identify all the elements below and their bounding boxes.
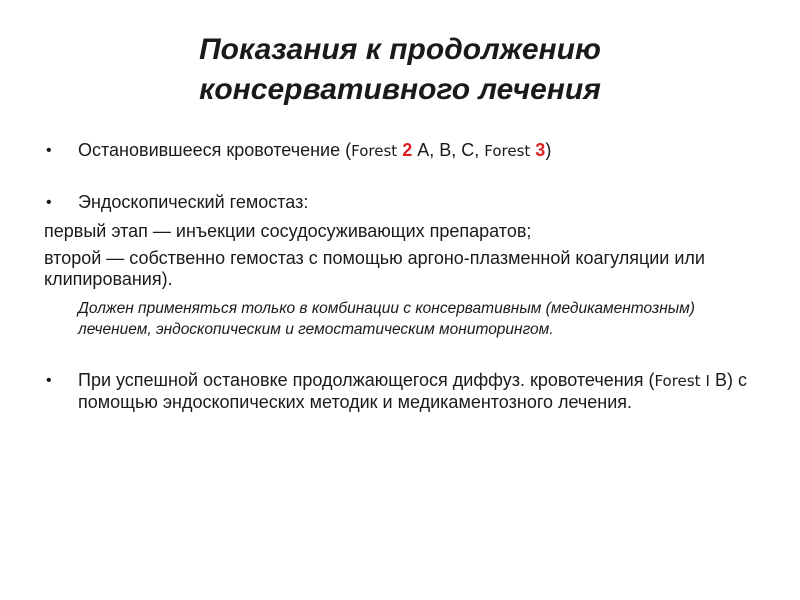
forest-class-roman: I: [705, 372, 710, 390]
slide-content: [44, 140, 764, 413]
bullet-marker: •: [46, 372, 52, 389]
bullet-marker: •: [46, 142, 52, 159]
slide-title-line-1: Показания к продолжению: [199, 33, 601, 66]
forest-label: Forest: [484, 142, 531, 160]
line-second-stage: второй — собственно гемостаз с помощью аргоно-плазменной коагуляции или клипирования).: [44, 248, 705, 289]
bullet-stopped-bleeding: [44, 140, 764, 162]
bullet-endoscopic-hemostasis: [44, 192, 764, 213]
bullet-text-suffix: ): [545, 140, 552, 160]
bullet-marker: •: [46, 194, 52, 211]
bullet-successful-stop: [44, 370, 764, 413]
forest-class-number: 2: [402, 140, 413, 160]
bullet-text-middle: А, В, С,: [412, 140, 485, 160]
bullet-text-suffix: В) с помощью эндоскопических методик и медикаментозного лечения.: [78, 370, 747, 412]
forest-label: Forest: [351, 142, 398, 160]
slide-title: [0, 30, 800, 110]
forest-class-number: 3: [535, 140, 546, 160]
italic-note: Должен применяться только в комбинации с консервативным (медикаментозным) лечением, эндоскопическим и гемостатическим мониторингом.: [78, 300, 695, 338]
bullet-text-prefix: Остановившееся кровотечение (: [78, 140, 352, 160]
forest-label: Forest: [654, 372, 701, 390]
bullet-text-prefix: При успешной остановке продолжающегося диффуз. кровотечения (: [78, 370, 655, 390]
slide-title-line-2: консервативного лечения: [199, 73, 601, 106]
line-first-stage: первый этап — инъекции сосудосуживающих препаратов;: [44, 221, 532, 241]
bullet-text: Эндоскопический гемостаз:: [78, 192, 309, 212]
